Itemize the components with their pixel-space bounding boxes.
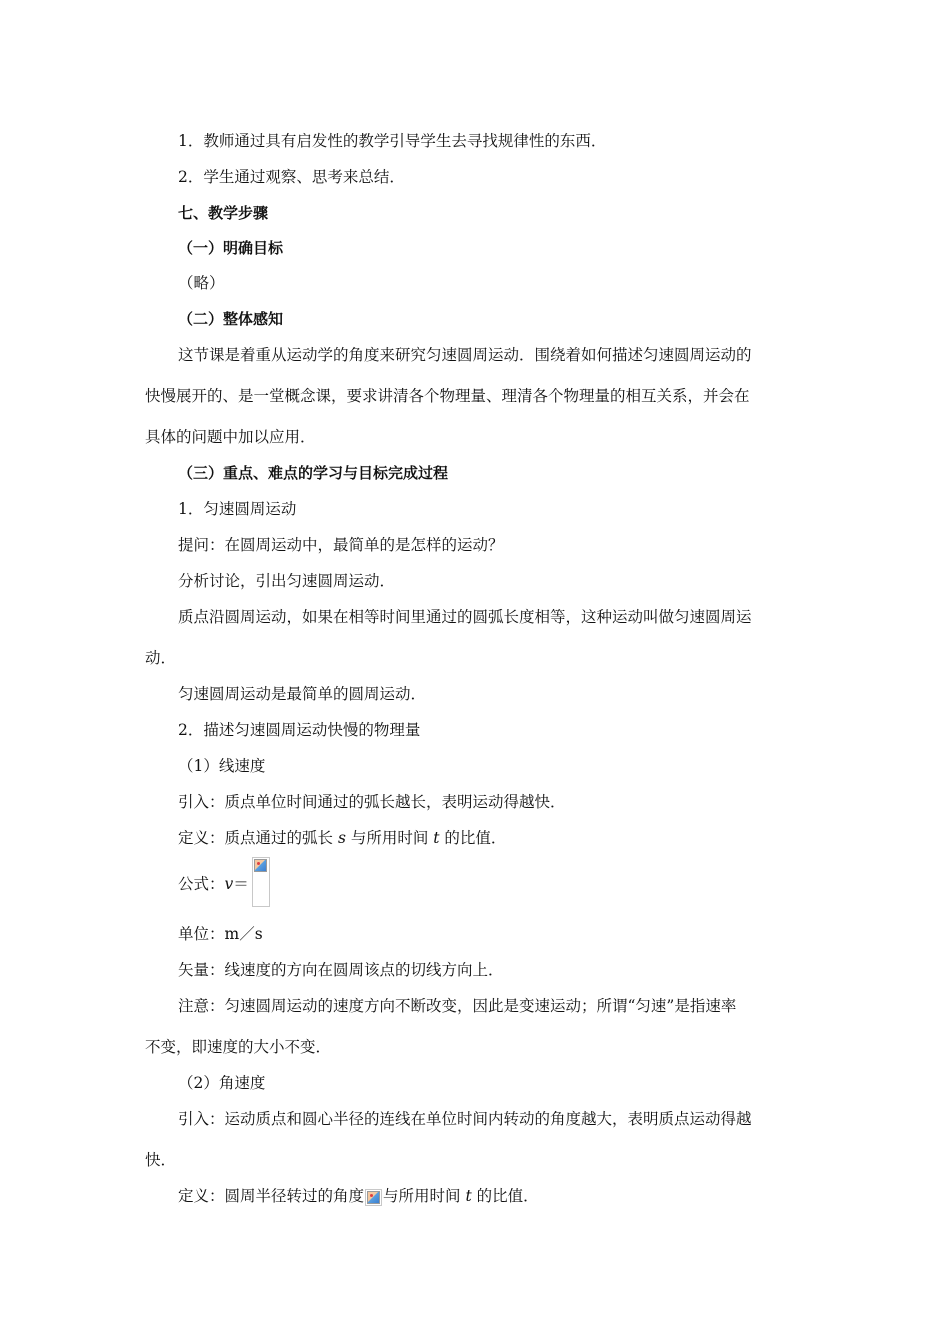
- formula-line: [178, 874, 249, 894]
- variable-t: t: [433, 829, 440, 847]
- definition-linear-velocity: [178, 828, 506, 848]
- definition-text: 的比值．: [439, 829, 507, 847]
- definition-text: 定义：圆周半径转过的角度: [178, 1187, 365, 1205]
- subheading-process: （三）重点、难点的学习与目标完成过程: [178, 464, 449, 482]
- discussion-line: 分析讨论，引出匀速圆周运动．: [178, 572, 396, 590]
- paragraph-overview-2: 快慢展开的、是一堂概念课，要求讲清各个物理量、理清各个物理量的相互关系，并会在: [145, 387, 750, 405]
- paragraph-overview-3: 具体的问题中加以应用．: [145, 428, 316, 446]
- broken-image-icon: [365, 1189, 382, 1206]
- unit-line: 单位：m／s: [178, 925, 263, 943]
- intro-angular-velocity-1: 引入：运动质点和圆心半径的连线在单位时间内转动的角度越大，表明质点运动得越: [178, 1110, 752, 1128]
- paragraph-overview-1: 这节课是着重从运动学的角度来研究匀速圆周运动．围绕着如何描述匀速圆周运动的: [178, 346, 752, 364]
- definition-uniform-2: 动．: [145, 649, 177, 667]
- item-quantities: 2．描述匀速圆周运动快慢的物理量: [178, 721, 421, 739]
- list-item-2: 2．学生通过观察、思考来总结．: [178, 168, 405, 186]
- intro-angular-velocity-2: 快．: [145, 1151, 177, 1169]
- intro-linear-velocity: 引入：质点单位时间通过的弧长越长，表明运动得越快．: [178, 793, 566, 811]
- item-uniform-circular: 1．匀速圆周运动: [178, 500, 297, 518]
- definition-text: 的比值．: [471, 1187, 539, 1205]
- formula-label: 公式：: [178, 875, 225, 893]
- note-line-2: 不变，即速度的大小不变．: [145, 1038, 332, 1056]
- simplest-motion-line: 匀速圆周运动是最简单的圆周运动．: [178, 685, 427, 703]
- note-line-1: 注意：匀速圆周运动的速度方向不断改变，因此是变速运动；所谓“匀速”是指速率: [178, 997, 737, 1015]
- equals-sign: ＝: [233, 875, 249, 893]
- list-item-1: 1．教师通过具有启发性的教学引导学生去寻找规律性的东西．: [178, 132, 607, 150]
- section-heading-7: 七、教学步骤: [178, 204, 269, 222]
- definition-text: 与所用时间: [345, 829, 434, 847]
- subitem-angular-velocity: （2）角速度: [178, 1074, 266, 1092]
- variable-v: v: [224, 875, 234, 893]
- variable-t: t: [465, 1187, 472, 1205]
- definition-text: 定义：质点通过的弧长: [178, 829, 338, 847]
- definition-uniform-1: 质点沿圆周运动，如果在相等时间里通过的圆弧长度相等，这种运动叫做匀速圆周运: [178, 608, 752, 626]
- variable-s: s: [337, 829, 346, 847]
- subitem-linear-velocity: （1）线速度: [178, 757, 266, 775]
- question-line: 提问：在圆周运动中，最简单的是怎样的运动？: [178, 536, 504, 554]
- vector-line: 矢量：线速度的方向在圆周该点的切线方向上．: [178, 961, 504, 979]
- definition-angular-velocity: [178, 1186, 539, 1206]
- subheading-overview: （二）整体感知: [178, 310, 284, 328]
- definition-text: 与所用时间: [383, 1187, 466, 1205]
- broken-image-icon: [252, 857, 270, 907]
- omitted-note: （略）: [178, 274, 225, 292]
- subheading-goal: （一）明确目标: [178, 239, 284, 257]
